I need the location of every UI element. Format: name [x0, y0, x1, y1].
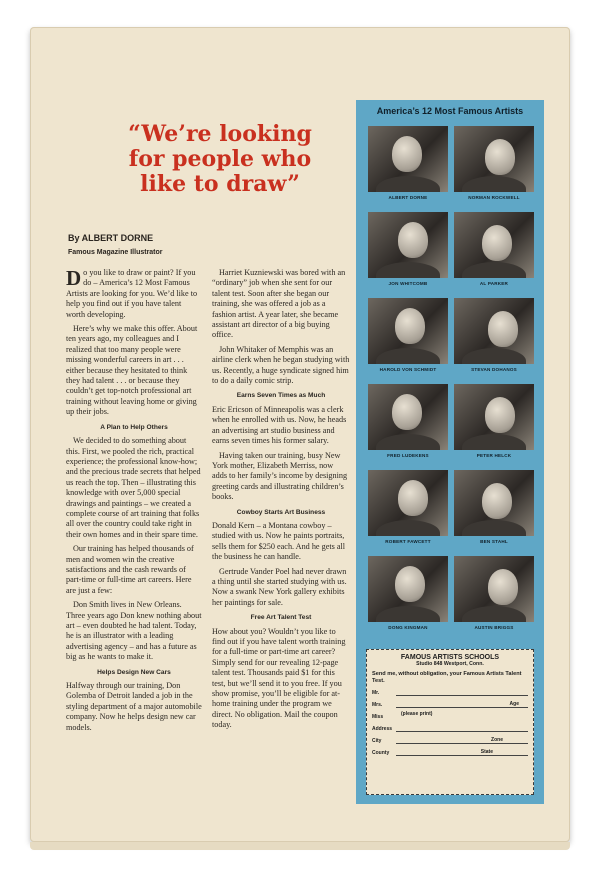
- artist-portrait: [454, 384, 534, 450]
- byline: By ALBERT DORNE: [68, 233, 154, 243]
- field-label-print: (please print): [401, 711, 433, 717]
- portrait-face: [398, 222, 428, 258]
- artist-name: HAROLD VON SCHMIDT: [379, 367, 437, 372]
- paragraph: How about you? Wouldn’t you like to find out if you have talent worth training for a full-time or part-time art career? Simply send for our revealing 12-page talent test. Thousands paid $1 for this test, but we’ll send it to you free. If you show promise, you’ll be eligible for at-home training under the program we direct. No obligation. Mail the coupon today.: [212, 626, 346, 730]
- artist-portrait: [454, 556, 534, 622]
- page-edge: [30, 842, 570, 850]
- name-field[interactable]: [372, 687, 528, 699]
- artist-name: ROBERT FAWCETT: [385, 539, 431, 544]
- subheading: Earns Seven Times as Much: [236, 392, 326, 400]
- subheading: Helps Design New Cars: [97, 668, 171, 676]
- field-line: [396, 707, 528, 708]
- paragraph: Here’s why we make this offer. About ten years ago, my colleagues and I realized that too many people were missing wonderful careers in art . . . either because they hesitated to think they had talent . . . or because they couldn’t get top-notch professional art training without leaving home or giving up their jobs.: [66, 324, 198, 417]
- paragraph: We decided to do something about this. First, we pooled the rich, practical experience; the professional know-how; and the precious trade secrets that helped us reach the top. Then – illustrating this knowledge with over 5,000 special drawings and paintings – we created a complete course of art training that folks all over the country could take right in their own homes and in their spare time.: [66, 436, 201, 539]
- field-label-age: Age: [509, 701, 519, 707]
- artist-name: DONG KINGMAN: [388, 625, 428, 630]
- field-label-county: County: [372, 750, 390, 756]
- artist-name: ALBERT DORNE: [388, 195, 428, 200]
- artist-name: AL PARKER: [479, 281, 509, 286]
- artist-name: JON WHITCOMB: [388, 281, 428, 286]
- county-field[interactable]: [372, 747, 528, 759]
- paragraph: Don Smith lives in New Orleans. Three years ago Don knew nothing about art – even doubted he had talent. Today, he is an illustrator with a leading advertising agency – and has a future as big as he wants to make it.: [66, 600, 202, 662]
- field-line: [396, 755, 528, 756]
- headline-line-1: “We’re looking: [128, 121, 312, 147]
- panel-title: America’s 12 Most Famous Artists: [376, 106, 524, 116]
- name-field-mrs[interactable]: [372, 699, 528, 711]
- portrait-face: [392, 136, 422, 172]
- field-label-state: State: [480, 749, 493, 755]
- portrait-face: [398, 480, 428, 516]
- coupon-title: FAMOUS ARTISTS SCHOOLS: [400, 654, 500, 661]
- field-label-city: City: [372, 738, 382, 744]
- headline-line-3: like to draw”: [140, 171, 300, 197]
- headline-line-2: for people who: [128, 146, 312, 172]
- artist-name: AUSTIN BRIGGS: [474, 625, 514, 630]
- paragraph: Eric Ericson of Minneapolis was a clerk when he enrolled with us. Now, he heads an advertising art studio business and earns seven times his former salary.: [212, 404, 347, 446]
- headline: [110, 122, 330, 197]
- portrait-face: [392, 394, 422, 430]
- paragraph: [66, 268, 202, 320]
- portrait-face: [485, 397, 515, 433]
- portrait-face: [482, 225, 512, 261]
- artist-portrait: [368, 126, 448, 192]
- artist-portrait: [368, 556, 448, 622]
- coupon[interactable]: [366, 649, 534, 795]
- paragraph: Having taken our training, busy New York mother, Elizabeth Merriss, now adds to her family’s income by designing greeting cards and illustrating children’s books.: [212, 450, 348, 502]
- byline-title: Famous Magazine Illustrator: [68, 249, 163, 256]
- artist-portrait: [454, 470, 534, 536]
- coupon-body: Send me, without obligation, your Famous Artists Talent Test.: [372, 671, 522, 684]
- artist-portrait: [368, 298, 448, 364]
- artist-portrait: [368, 384, 448, 450]
- field-label-mr: Mr.: [372, 690, 380, 696]
- artist-name: BEN STAHL: [480, 539, 508, 544]
- subheading: A Plan to Help Others: [100, 423, 168, 431]
- field-line: [396, 695, 528, 696]
- portrait-face: [482, 483, 512, 519]
- field-line: [396, 743, 528, 744]
- artist-name: PETER HELCK: [476, 453, 512, 458]
- paragraph: John Whitaker of Memphis was an airline clerk when he began studying with us. Recently, a huge syndicate signed him to do a daily comic strip.: [212, 344, 350, 386]
- artist-name: NORMAN ROCKWELL: [468, 195, 520, 200]
- field-label-mrs: Mrs.: [372, 702, 383, 708]
- name-field-miss[interactable]: [372, 711, 528, 723]
- field-label-address: Address: [372, 726, 393, 732]
- coupon-subtitle: Studio 848 Westport, Conn.: [416, 661, 484, 667]
- artist-portrait: [368, 212, 448, 278]
- artist-portrait: [368, 470, 448, 536]
- artist-portrait: [454, 126, 534, 192]
- paragraph: Halfway through our training, Don Golemba of Detroit landed a job in the styling department of a major automobile company. Now he helps design new car models.: [66, 681, 202, 732]
- paragraph: Our training has helped thousands of men and women win the creative satisfactions and the cash rewards of part-time or full-time art careers. Here are just a few:: [66, 544, 194, 595]
- portrait-face: [488, 311, 518, 347]
- article-column-2: [212, 268, 350, 735]
- address-field[interactable]: [372, 723, 528, 735]
- article-column-1: [66, 268, 202, 737]
- field-label-miss: Miss: [372, 714, 384, 720]
- portrait-face: [395, 566, 425, 602]
- paragraph: Harriet Kuzniewski was bored with an “ordinary” job when she sent for our talent test. Soon after she began our training, she was offered a job as a fashion artist. A year later, she became assistant art director of a big buying office.: [212, 268, 346, 340]
- portrait-face: [395, 308, 425, 344]
- subheading: Cowboy Starts Art Business: [236, 508, 326, 516]
- portrait-face: [485, 139, 515, 175]
- city-field[interactable]: [372, 735, 528, 747]
- field-line: [396, 731, 528, 732]
- paragraph-text: o you like to draw or paint? If you do – America’s 12 Most Famous Artists are looking for you. We’d like to help you find out if you have talent worth developing.: [66, 268, 198, 319]
- portrait-face: [488, 569, 518, 605]
- subheading: Free Art Talent Test: [250, 614, 312, 622]
- paragraph: Donald Kern – a Montana cowboy – studied with us. Now he paints portraits, sells them for $250 each. And he gets all the business he can handle.: [212, 520, 346, 562]
- paragraph: Gertrude Vander Poel had never drawn a thing until she started studying with us. Now a swank New York gallery exhibits her paintings for sale.: [212, 566, 347, 607]
- field-label-zone: Zone: [491, 737, 503, 743]
- artist-name: STEVAN DOHANOS: [471, 367, 517, 372]
- drop-cap: D: [66, 266, 82, 290]
- artist-portrait: [454, 298, 534, 364]
- artist-name: FRED LUDEKENS: [387, 453, 429, 458]
- artist-portrait: [454, 212, 534, 278]
